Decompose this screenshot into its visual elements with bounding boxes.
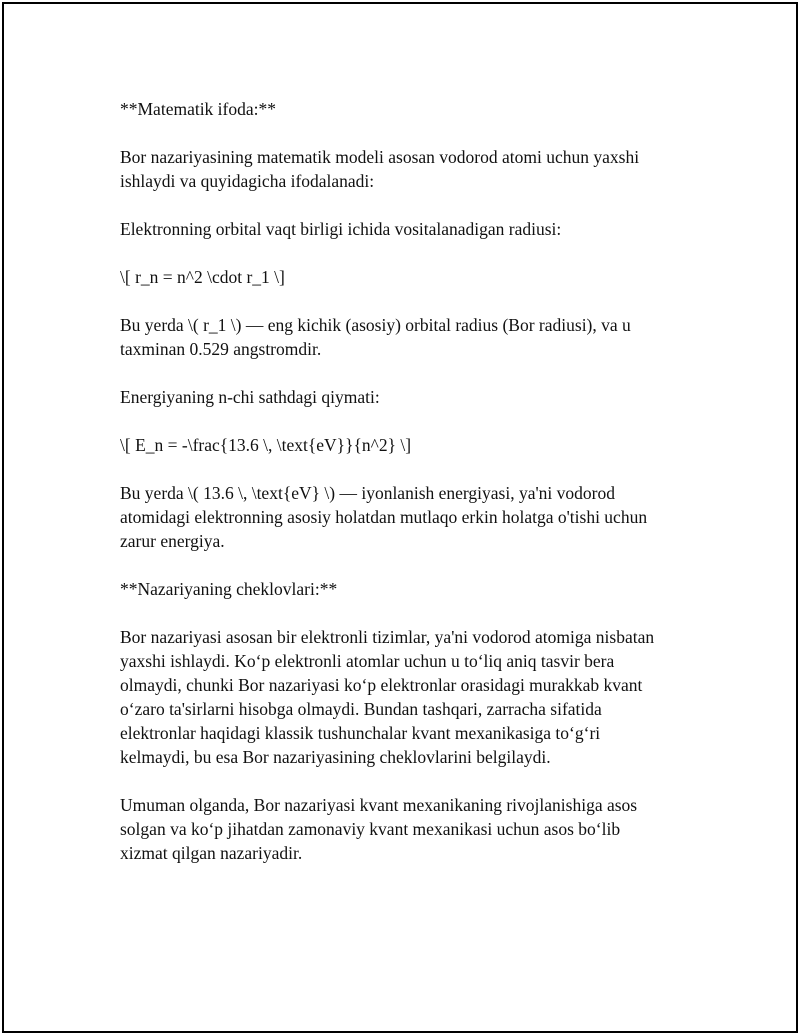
intro-line: Bor nazariyasining matematik modeli asosan vodorod atomi uchun yaxshi xyxy=(120,147,640,167)
limits-line: olmaydi, chunki Bor nazariyasi koʻp elektronlar orasidagi murakkab kvant xyxy=(120,675,643,695)
radius-formula-text: \[ r_n = n^2 \cdot r_1 \] xyxy=(120,267,285,287)
radius-intro xyxy=(120,217,710,241)
heading-math xyxy=(120,97,710,121)
radius-explain-paragraph xyxy=(120,313,710,361)
limits-line: yaxshi ishlaydi. Koʻp elektronli atomlar uchun u toʻliq aniq tasvir bera xyxy=(120,651,615,671)
radius-formula xyxy=(120,265,710,289)
heading-limits xyxy=(120,577,710,601)
conclusion-paragraph xyxy=(120,793,710,865)
intro-paragraph xyxy=(120,145,710,193)
radius-intro-text: Elektronning orbital vaqt birligi ichida vositalanadigan radiusi: xyxy=(120,219,562,239)
heading-math-text: **Matematik ifoda:** xyxy=(120,99,277,119)
radius-explain-line: Bu yerda \( r_1 \) — eng kichik (asosiy) orbital radius (Bor radiusi), va u xyxy=(120,315,631,335)
energy-intro xyxy=(120,385,710,409)
energy-intro-text: Energiyaning n-chi sathdagi qiymati: xyxy=(120,387,380,407)
limits-line: Bor nazariyasi asosan bir elektronli tizimlar, ya'ni vodorod atomiga nisbatan xyxy=(120,627,655,647)
heading-limits-text: **Nazariyaning cheklovlari:** xyxy=(120,579,338,599)
limits-paragraph xyxy=(120,625,710,769)
limits-line: elektronlar haqidagi klassik tushunchalar kvant mexanikasiga toʻgʻri xyxy=(120,723,601,743)
limits-line: kelmaydi, bu esa Bor nazariyasining cheklovlarini belgilaydi. xyxy=(120,747,551,767)
conclusion-line: xizmat qilgan nazariyadir. xyxy=(120,843,303,863)
page-frame xyxy=(2,2,798,1033)
energy-explain-line: Bu yerda \( 13.6 \, \text{eV} \) — iyonlanish energiyasi, ya'ni vodorod xyxy=(120,483,615,503)
limits-line: oʻzaro ta'sirlarni hisobga olmaydi. Bundan tashqari, zarracha sifatida xyxy=(120,699,602,719)
energy-explain-line: atomidagi elektronning asosiy holatdan mutlaqo erkin holatga o'tishi uchun xyxy=(120,507,648,527)
energy-formula xyxy=(120,433,710,457)
conclusion-line: solgan va koʻp jihatdan zamonaviy kvant mexanikasi uchun asos boʻlib xyxy=(120,819,621,839)
energy-explain-line: zarur energiya. xyxy=(120,531,225,551)
radius-explain-line: taxminan 0.529 angstromdir. xyxy=(120,339,322,359)
energy-formula-text: \[ E_n = -\frac{13.6 \, \text{eV}}{n^2} \] xyxy=(120,435,412,455)
energy-explain-paragraph xyxy=(120,481,710,553)
conclusion-line: Umuman olganda, Bor nazariyasi kvant mexanikaning rivojlanishiga asos xyxy=(120,795,638,815)
document-body xyxy=(120,97,710,889)
intro-line: ishlaydi va quyidagicha ifodalanadi: xyxy=(120,171,375,191)
